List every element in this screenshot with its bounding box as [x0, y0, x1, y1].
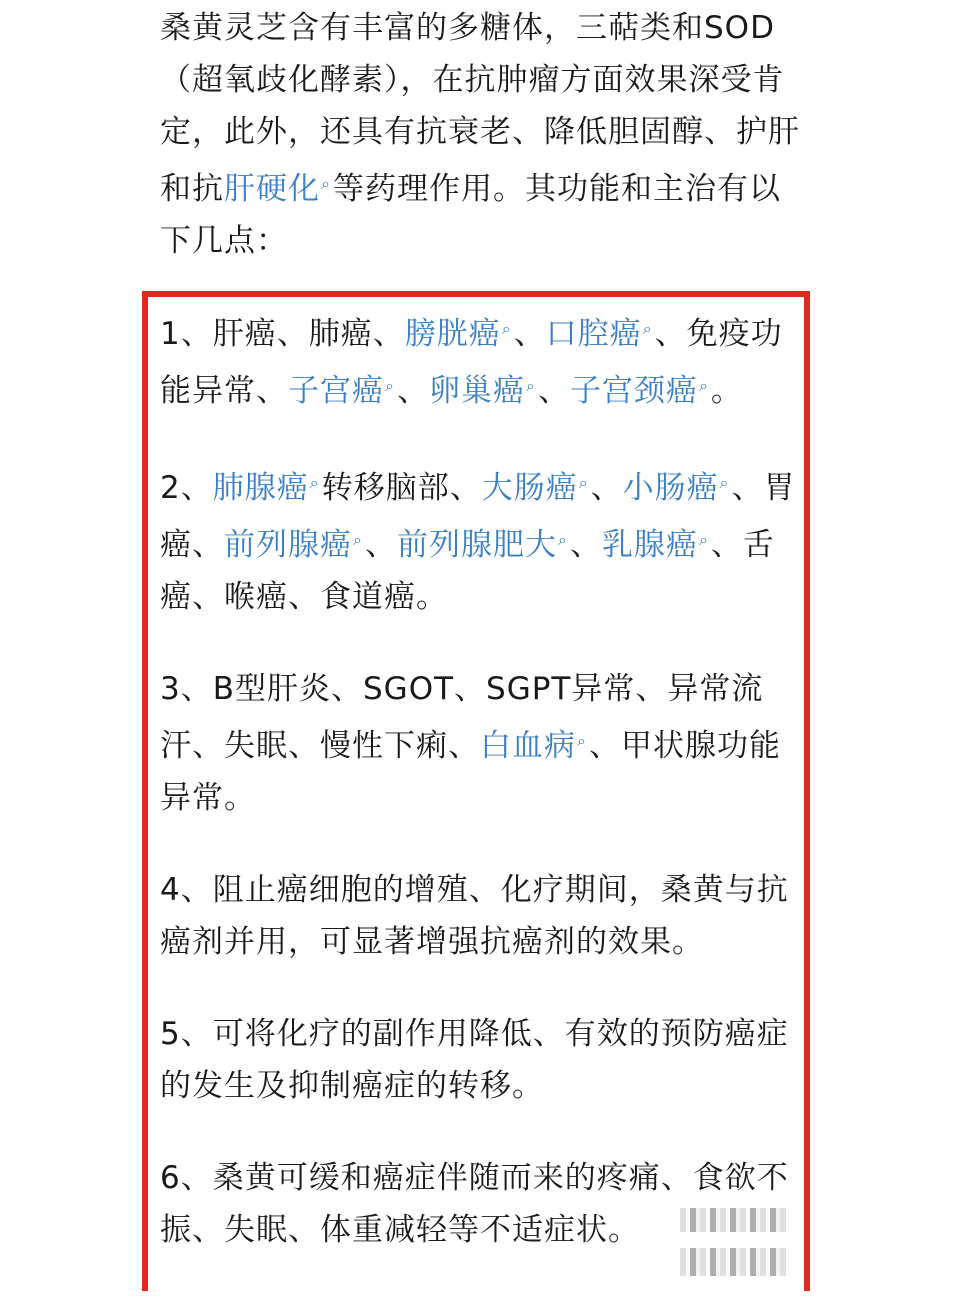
- item-text: 、甲状腺功能异常。: [160, 728, 781, 816]
- magnifier-icon[interactable]: ⌕: [698, 530, 709, 549]
- intro-text-2: 等药理作用。其功能和主治有以下几点：: [160, 171, 781, 259]
- magnifier-icon[interactable]: ⌕: [501, 319, 512, 338]
- item-text: 6、桑黄可缓和癌症伴随而来的疼痛、食欲不振、失眠、体重减轻等不适症状。: [160, 1160, 789, 1248]
- keyword-link[interactable]: 膀胱癌: [404, 316, 501, 352]
- item-text: 、: [364, 527, 397, 563]
- magnifier-icon[interactable]: ⌕: [385, 376, 395, 395]
- keyword-link[interactable]: 子宫颈癌: [569, 373, 698, 409]
- magnifier-icon[interactable]: ⌕: [642, 319, 653, 338]
- list-item: [160, 1152, 802, 1256]
- magnifier-icon[interactable]: ⌕: [353, 530, 363, 549]
- blurred-watermark: [680, 1248, 790, 1276]
- magnifier-icon[interactable]: ⌕: [557, 530, 568, 549]
- keyword-link[interactable]: 子宫癌: [288, 373, 384, 409]
- item-text: 4、阻止癌细胞的增殖、化疗期间，桑黄与抗癌剂并用，可显著增强抗癌剂的效果。: [160, 872, 789, 960]
- keyword-link[interactable]: 大肠癌: [481, 470, 578, 506]
- item-text: 转移脑部、: [321, 470, 482, 506]
- magnifier-icon[interactable]: ⌕: [309, 473, 320, 492]
- item-text: 1、肝癌、肺癌、: [160, 316, 405, 352]
- item-text: 、舌癌、喉癌、食道癌。: [160, 527, 775, 615]
- list-item: [160, 303, 802, 417]
- magnifier-icon[interactable]: ⌕: [578, 473, 589, 492]
- magnifier-icon[interactable]: ⌕: [321, 174, 331, 193]
- item-text: 、胃癌、: [160, 470, 796, 563]
- blurred-watermark: [680, 1208, 790, 1232]
- keyword-link[interactable]: 肺腺癌: [212, 470, 309, 506]
- magnifier-icon[interactable]: ⌕: [525, 376, 536, 395]
- intro-paragraph: [160, 0, 810, 267]
- keyword-link[interactable]: 前列腺癌: [224, 527, 352, 563]
- item-text: 、: [513, 316, 546, 352]
- list-item: [160, 864, 802, 968]
- item-text: 、: [537, 373, 570, 409]
- item-text: 、: [590, 470, 623, 506]
- keyword-link[interactable]: 乳腺癌: [601, 527, 698, 563]
- keyword-link[interactable]: 小肠癌: [622, 470, 719, 506]
- magnifier-icon[interactable]: ⌕: [698, 376, 709, 395]
- list-item: [160, 663, 802, 824]
- indications-list: [160, 303, 802, 1296]
- item-text: 。: [710, 373, 743, 409]
- item-text: 、: [396, 373, 429, 409]
- list-item: [160, 457, 802, 623]
- item-text: 5、可将化疗的副作用降低、有效的预防癌症的发生及抑制癌症的转移。: [160, 1016, 789, 1104]
- link-liver-cirrhosis[interactable]: 肝硬化: [224, 171, 320, 207]
- item-text: 2、: [160, 470, 213, 506]
- keyword-link[interactable]: 卵巢癌: [428, 373, 525, 409]
- keyword-link[interactable]: 前列腺肥大: [396, 527, 557, 563]
- item-text: 、免疫功能异常、: [160, 316, 783, 409]
- item-text: 、: [569, 527, 602, 563]
- keyword-link[interactable]: 口腔癌: [545, 316, 642, 352]
- list-item: [160, 1008, 802, 1112]
- intro-text-1: 桑黄灵芝含有丰富的多糖体，三萜类和SOD（超氧歧化酵素），在抗肿瘤方面效果深受肯定，此外，还具有抗衰老、降低胆固醇、护肝和抗: [160, 10, 800, 207]
- magnifier-icon[interactable]: ⌕: [577, 731, 587, 750]
- magnifier-icon[interactable]: ⌕: [719, 473, 730, 492]
- keyword-link[interactable]: 白血病: [480, 728, 576, 764]
- item-text: 3、B型肝炎、SGOT、SGPT异常、异常流汗、失眠、慢性下痢、: [160, 671, 764, 764]
